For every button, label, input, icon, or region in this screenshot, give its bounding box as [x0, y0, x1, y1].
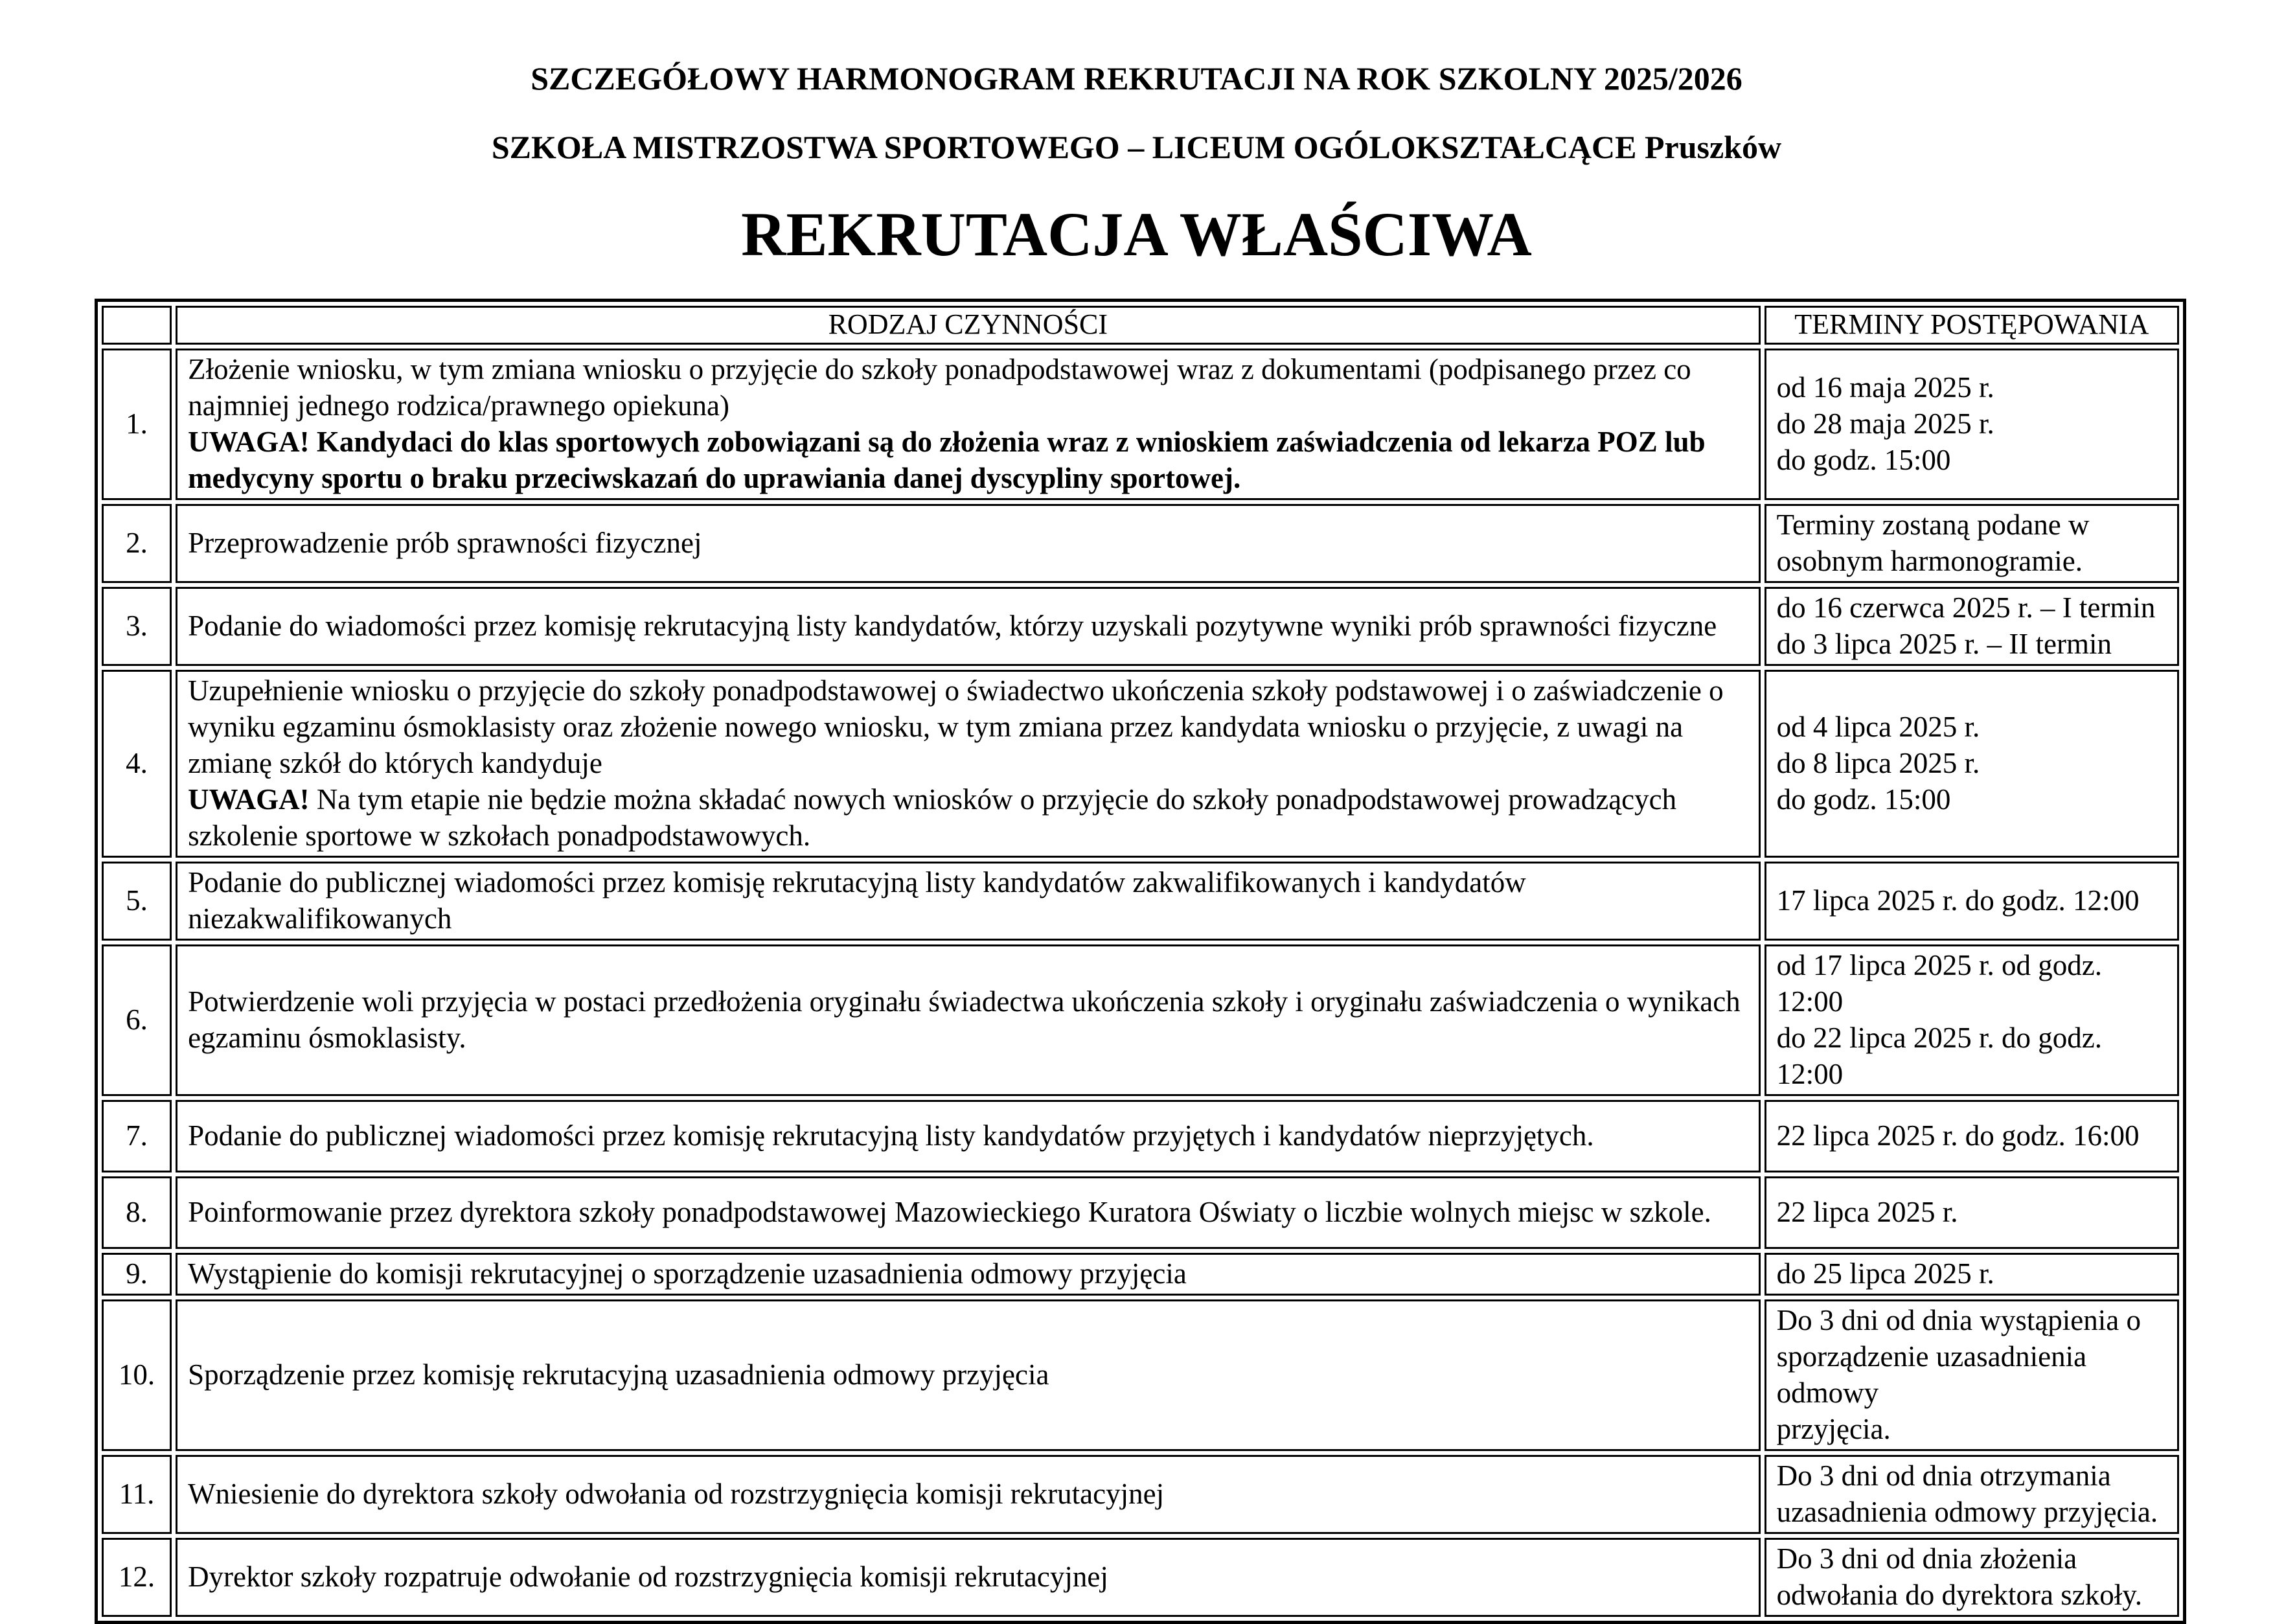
term-line: uzasadnienia odmowy przyjęcia.: [1776, 1496, 2158, 1528]
row-terms: [1765, 1455, 2179, 1534]
note: [188, 424, 1748, 496]
activity-text: Potwierdzenie woli przyjęcia w postaci przedłożenia oryginału świadectwa ukończenia szkoły i oryginału zaświadczenia o wynikach egzaminu ósmoklasisty.: [188, 985, 1741, 1054]
row-number: 7.: [102, 1100, 172, 1172]
row-number: 1.: [102, 349, 172, 500]
term-line: odwołania do dyrektora szkoły.: [1776, 1579, 2143, 1611]
term-line: Do 3 dni od dnia otrzymania: [1776, 1459, 2111, 1492]
row-number: 11.: [102, 1455, 172, 1534]
note-text: Kandydaci do klas sportowych zobowiązani są do złożenia wraz z wnioskiem zaświadczenia od lekarza POZ lub medycyny sportu o braku przeciwskazań do uprawiania danej dyscypliny sportowej.: [188, 426, 1706, 494]
row-terms: [1765, 504, 2179, 583]
row-activity: [176, 349, 1761, 500]
activity-text: Podanie do publicznej wiadomości przez komisję rekrutacyjną listy kandydatów zakwalifikowanych i kandydatów niezakwalifikowanych: [188, 866, 1526, 935]
term-line: 22 lipca 2025 r.: [1776, 1196, 1958, 1228]
term-line: 22 lipca 2025 r. do godz. 16:00: [1776, 1119, 2140, 1152]
header-activity: RODZAJ CZYNNOŚCI: [176, 306, 1761, 345]
table-row: [102, 1299, 2179, 1451]
table-row: [102, 1100, 2179, 1172]
header-num: [102, 306, 172, 345]
activity-text: Wniesienie do dyrektora szkoły odwołania od rozstrzygnięcia komisji rekrutacyjnej: [188, 1478, 1165, 1510]
table-row: [102, 587, 2179, 666]
row-number: 2.: [102, 504, 172, 583]
activity-text: Sporządzenie przez komisję rekrutacyjną uzasadnienia odmowy przyjęcia: [188, 1358, 1049, 1391]
activity-text: Uzupełnienie wniosku o przyjęcie do szkoły ponadpodstawowej o świadectwo ukończenia szkoły podstawowej i o zaświadczenie o wyniku egzaminu ósmoklasisty oraz złożenie nowego wniosku, w tym zmiana przez kandydata wniosku o przyjęcie, z uwagi na zmianę szkół do których kandyduje: [188, 674, 1724, 779]
table-row: [102, 504, 2179, 583]
term-line: do godz. 15:00: [1776, 444, 1951, 476]
note-text: Na tym etapie nie będzie można składać nowych wniosków o przyjęcie do szkoły ponadpodstawowej prowadzących szkolenie sportowe w szkołach ponadpodstawowych.: [188, 783, 1677, 852]
row-number: 6.: [102, 944, 172, 1096]
table-row: [102, 1253, 2179, 1296]
term-line: do 16 czerwca 2025 r. – I termin: [1776, 591, 2156, 624]
term-line: do 3 lipca 2025 r. – II termin: [1776, 628, 2112, 660]
row-activity: [176, 1538, 1761, 1617]
row-number: 3.: [102, 587, 172, 666]
row-terms: [1765, 1253, 2179, 1296]
table-row: [102, 1538, 2179, 1617]
table-row: [102, 670, 2179, 858]
row-terms: [1765, 1538, 2179, 1617]
row-activity: [176, 1100, 1761, 1172]
row-terms: [1765, 862, 2179, 941]
term-line: od 16 maja 2025 r.: [1776, 371, 1994, 404]
table-row: [102, 1176, 2179, 1249]
table-row: [102, 944, 2179, 1096]
row-activity: [176, 504, 1761, 583]
row-terms: [1765, 1100, 2179, 1172]
activity-text: Przeprowadzenie prób sprawności fizycznej: [188, 527, 702, 559]
activity-text: Podanie do wiadomości przez komisję rekrutacyjną listy kandydatów, którzy uzyskali pozytywne wyniki prób sprawności fizyczne: [188, 610, 1717, 642]
term-line: do 25 lipca 2025 r.: [1776, 1257, 1994, 1290]
note-label: UWAGA!: [188, 783, 310, 816]
row-activity: [176, 1455, 1761, 1534]
activity-text: Wystąpienie do komisji rekrutacyjnej o sporządzenie uzasadnienia odmowy przyjęcia: [188, 1257, 1187, 1290]
activity-text: Poinformowanie przez dyrektora szkoły ponadpodstawowej Mazowieckiego Kuratora Oświaty o liczbie wolnych miejsc w szkole.: [188, 1196, 1711, 1228]
row-number: 9.: [102, 1253, 172, 1296]
term-line: Do 3 dni od dnia wystąpienia o: [1776, 1304, 2142, 1336]
term-line: do godz. 15:00: [1776, 783, 1951, 816]
row-terms: [1765, 670, 2179, 858]
document-title: SZCZEGÓŁOWY HARMONOGRAM REKRUTACJI NA ROK SZKOLNY 2025/2026: [531, 60, 1742, 97]
row-number: 12.: [102, 1538, 172, 1617]
term-line: do 28 maja 2025 r.: [1776, 407, 1994, 440]
row-number: 10.: [102, 1299, 172, 1451]
section-title: REKRUTACJA WŁAŚCIWA: [741, 200, 1532, 269]
row-activity: [176, 944, 1761, 1096]
activity-text: Dyrektor szkoły rozpatruje odwołanie od rozstrzygnięcia komisji rekrutacyjnej: [188, 1561, 1108, 1593]
row-terms: [1765, 1299, 2179, 1451]
term-line: przyjęcia.: [1776, 1413, 1891, 1445]
term-line: 17 lipca 2025 r. do godz. 12:00: [1776, 884, 2140, 917]
table-row: [102, 862, 2179, 941]
row-number: 8.: [102, 1176, 172, 1249]
row-activity: [176, 670, 1761, 858]
term-line: Terminy zostaną podane w: [1776, 509, 2090, 541]
row-activity: [176, 1253, 1761, 1296]
row-activity: [176, 1176, 1761, 1249]
schedule-table: [95, 299, 2186, 1624]
table-row: [102, 1455, 2179, 1534]
term-line: sporządzenie uzasadnienia odmowy: [1776, 1340, 2087, 1409]
row-number: 5.: [102, 862, 172, 941]
school-name: SZKOŁA MISTRZOSTWA SPORTOWEGO – LICEUM OGÓLOKSZTAŁCĄCE Pruszków: [491, 129, 1782, 165]
row-activity: [176, 862, 1761, 941]
activity-text: Złożenie wniosku, w tym zmiana wniosku o przyjęcie do szkoły ponadpodstawowej wraz z dokumentami (podpisanego przez co najmniej jednego rodzica/prawnego opiekuna): [188, 353, 1691, 422]
row-number: 4.: [102, 670, 172, 858]
table-row: [102, 349, 2179, 500]
row-terms: [1765, 944, 2179, 1096]
note-label: UWAGA!: [188, 426, 310, 458]
term-line: od 4 lipca 2025 r.: [1776, 711, 1980, 743]
term-line: Do 3 dni od dnia złożenia: [1776, 1542, 2077, 1575]
row-activity: [176, 1299, 1761, 1451]
term-line: od 17 lipca 2025 r. od godz. 12:00: [1776, 949, 2103, 1018]
row-terms: [1765, 349, 2179, 500]
term-line: osobnym harmonogramie.: [1776, 545, 2083, 577]
row-terms: [1765, 1176, 2179, 1249]
activity-text: Podanie do publicznej wiadomości przez komisję rekrutacyjną listy kandydatów przyjętych i kandydatów nieprzyjętych.: [188, 1119, 1594, 1152]
row-activity: [176, 587, 1761, 666]
row-terms: [1765, 587, 2179, 666]
note: [188, 781, 1748, 854]
header-terms: TERMINY POSTĘPOWANIA: [1765, 306, 2179, 345]
table-header-row: [102, 306, 2179, 345]
term-line: do 8 lipca 2025 r.: [1776, 747, 1980, 779]
term-line: do 22 lipca 2025 r. do godz. 12:00: [1776, 1022, 2103, 1090]
